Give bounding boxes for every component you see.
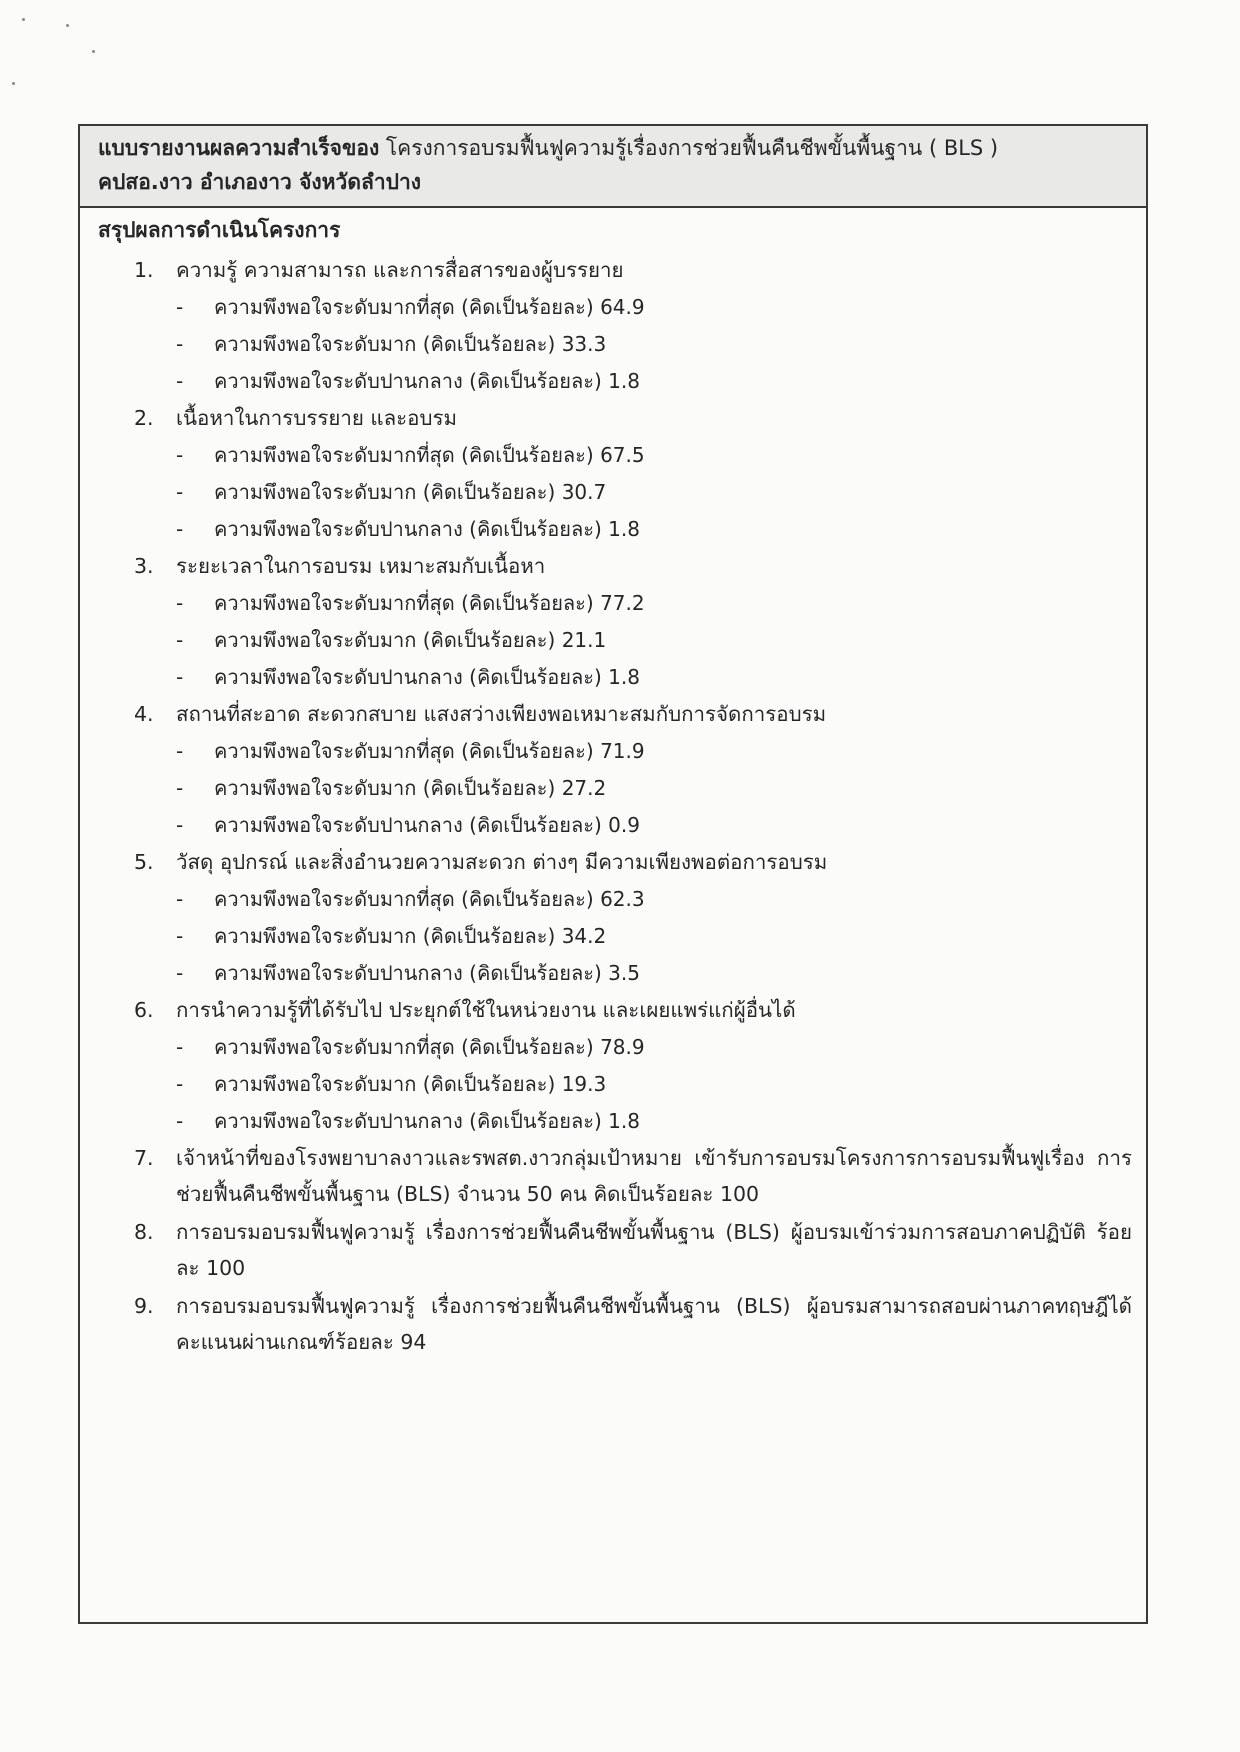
section-number: 6. — [134, 998, 154, 1022]
list-item — [80, 770, 1146, 807]
list-item — [80, 1066, 1146, 1103]
satisfaction-item: ความพึงพอใจระดับมากที่สุด (คิดเป็นร้อยละ) 62.3 — [214, 887, 645, 911]
satisfaction-item: ความพึงพอใจระดับมาก (คิดเป็นร้อยละ) 33.3 — [214, 332, 607, 356]
bullet-dash: - — [176, 1072, 184, 1096]
section-number: 8. — [134, 1220, 154, 1244]
list-item — [80, 511, 1146, 548]
bullet-dash: - — [176, 887, 184, 911]
report-title-bold: แบบรายงานผลความสำเร็จของ — [98, 136, 380, 160]
section-number: 2. — [134, 406, 154, 430]
summary-list — [80, 252, 1146, 1362]
bullet-dash: - — [176, 739, 184, 763]
report-location: คปสอ.งาว อำเภองาว จังหวัดลำปาง — [98, 170, 421, 194]
bullet-dash: - — [176, 517, 184, 541]
list-item — [80, 1103, 1146, 1140]
satisfaction-item: ความพึงพอใจระดับมากที่สุด (คิดเป็นร้อยละ) 77.2 — [214, 591, 645, 615]
list-item — [80, 659, 1146, 696]
satisfaction-item: ความพึงพอใจระดับมาก (คิดเป็นร้อยละ) 30.7 — [214, 480, 607, 504]
list-item — [80, 437, 1146, 474]
section-heading — [80, 252, 1146, 289]
report-header — [80, 126, 1146, 208]
satisfaction-item: ความพึงพอใจระดับมาก (คิดเป็นร้อยละ) 27.2 — [214, 776, 607, 800]
report-title — [98, 134, 998, 162]
list-item — [80, 955, 1146, 992]
bullet-dash: - — [176, 813, 184, 837]
bullet-dash: - — [176, 443, 184, 467]
section-heading — [80, 548, 1146, 585]
satisfaction-item: ความพึงพอใจระดับปานกลาง (คิดเป็นร้อยละ) 1.8 — [214, 665, 640, 689]
section-number: 5. — [134, 850, 154, 874]
bullet-dash: - — [176, 1035, 184, 1059]
report-table-frame — [78, 124, 1148, 1624]
list-item — [80, 807, 1146, 844]
section-title: เนื้อหาในการบรรยาย และอบรม — [176, 406, 458, 430]
bullet-dash: - — [176, 332, 184, 356]
bullet-dash: - — [176, 295, 184, 319]
summary-section — [80, 1288, 1146, 1360]
section-heading — [80, 992, 1146, 1029]
section-number: 3. — [134, 554, 154, 578]
section-paragraph: เจ้าหน้าที่ของโรงพยาบาลงาวและรพสต.งาวกลุ่มเป้าหมาย เข้ารับการอบรมโครงการการอบรมฟื้นฟูเรื่อง การช่วยฟื้นคืนชีพขั้นพื้นฐาน (BLS) จำนวน 50 คน คิดเป็นร้อยละ 100 — [176, 1146, 1132, 1206]
list-item — [80, 326, 1146, 363]
satisfaction-item: ความพึงพอใจระดับปานกลาง (คิดเป็นร้อยละ) 1.8 — [214, 517, 640, 541]
list-item — [80, 1029, 1146, 1066]
section-title: สถานที่สะอาด สะดวกสบาย แสงสว่างเพียงพอเหมาะสมกับการจัดการอบรม — [176, 702, 827, 726]
section-paragraph: การอบรมอบรมฟื้นฟูความรู้ เรื่องการช่วยฟื้นคืนชีพขั้นพื้นฐาน (BLS) ผู้อบรมเข้าร่วมการสอบภาคปฏิบัติ ร้อยละ 100 — [176, 1220, 1132, 1280]
section-title: การนำความรู้ที่ได้รับไป ประยุกต์ใช้ในหน่วยงาน และเผยแพร่แก่ผู้อื่นได้ — [176, 998, 796, 1022]
list-item — [80, 474, 1146, 511]
satisfaction-item: ความพึงพอใจระดับมากที่สุด (คิดเป็นร้อยละ) 64.9 — [214, 295, 645, 319]
summary-section — [80, 1140, 1146, 1212]
satisfaction-item: ความพึงพอใจระดับปานกลาง (คิดเป็นร้อยละ) 1.8 — [214, 1109, 640, 1133]
bullet-dash: - — [176, 1109, 184, 1133]
section-paragraph: การอบรมอบรมฟื้นฟูความรู้ เรื่องการช่วยฟื้นคืนชีพขั้นพื้นฐาน (BLS) ผู้อบรมสามารถสอบผ่านภาคทฤษฎีได้ คะแนนผ่านเกณฑ์ร้อยละ 94 — [176, 1294, 1132, 1354]
satisfaction-item: ความพึงพอใจระดับปานกลาง (คิดเป็นร้อยละ) 1.8 — [214, 369, 640, 393]
satisfaction-item: ความพึงพอใจระดับมากที่สุด (คิดเป็นร้อยละ) 71.9 — [214, 739, 645, 763]
summary-section — [80, 992, 1146, 1140]
scan-speck — [66, 24, 69, 27]
section-number: 1. — [134, 258, 154, 282]
section-heading — [80, 696, 1146, 733]
section-heading — [80, 400, 1146, 437]
satisfaction-item: ความพึงพอใจระดับมากที่สุด (คิดเป็นร้อยละ) 78.9 — [214, 1035, 645, 1059]
bullet-dash: - — [176, 776, 184, 800]
summary-section — [80, 1214, 1146, 1286]
summary-section — [80, 548, 1146, 696]
section-number: 4. — [134, 702, 154, 726]
bullet-dash: - — [176, 369, 184, 393]
list-item — [80, 733, 1146, 770]
report-title-project: โครงการอบรมฟื้นฟูความรู้เรื่องการช่วยฟื้นคืนชีพขั้นพื้นฐาน ( BLS ) — [379, 136, 999, 160]
list-item — [80, 289, 1146, 326]
summary-section — [80, 252, 1146, 400]
list-item — [80, 622, 1146, 659]
bullet-dash: - — [176, 924, 184, 948]
section-heading — [80, 844, 1146, 881]
section-title: ความรู้ ความสามารถ และการสื่อสารของผู้บรรยาย — [176, 258, 624, 282]
summary-section — [80, 400, 1146, 548]
satisfaction-item: ความพึงพอใจระดับปานกลาง (คิดเป็นร้อยละ) 0.9 — [214, 813, 640, 837]
summary-heading: สรุปผลการดำเนินโครงการ — [98, 218, 341, 242]
list-item — [80, 918, 1146, 955]
section-number: 7. — [134, 1146, 154, 1170]
list-item — [80, 363, 1146, 400]
satisfaction-item: ความพึงพอใจระดับมาก (คิดเป็นร้อยละ) 21.1 — [214, 628, 607, 652]
section-number: 9. — [134, 1294, 154, 1318]
bullet-dash: - — [176, 961, 184, 985]
satisfaction-item: ความพึงพอใจระดับปานกลาง (คิดเป็นร้อยละ) 3.5 — [214, 961, 640, 985]
bullet-dash: - — [176, 480, 184, 504]
scan-speck — [22, 18, 25, 21]
scan-speck — [92, 50, 95, 53]
summary-section — [80, 844, 1146, 992]
summary-section — [80, 696, 1146, 844]
bullet-dash: - — [176, 665, 184, 689]
list-item — [80, 881, 1146, 918]
section-title: ระยะเวลาในการอบรม เหมาะสมกับเนื้อหา — [176, 554, 546, 578]
satisfaction-item: ความพึงพอใจระดับมากที่สุด (คิดเป็นร้อยละ) 67.5 — [214, 443, 645, 467]
satisfaction-item: ความพึงพอใจระดับมาก (คิดเป็นร้อยละ) 19.3 — [214, 1072, 607, 1096]
section-title: วัสดุ อุปกรณ์ และสิ่งอำนวยความสะดวก ต่างๆ มีความเพียงพอต่อการอบรม — [176, 850, 828, 874]
scan-speck — [12, 82, 15, 85]
bullet-dash: - — [176, 628, 184, 652]
satisfaction-item: ความพึงพอใจระดับมาก (คิดเป็นร้อยละ) 34.2 — [214, 924, 607, 948]
bullet-dash: - — [176, 591, 184, 615]
list-item — [80, 585, 1146, 622]
